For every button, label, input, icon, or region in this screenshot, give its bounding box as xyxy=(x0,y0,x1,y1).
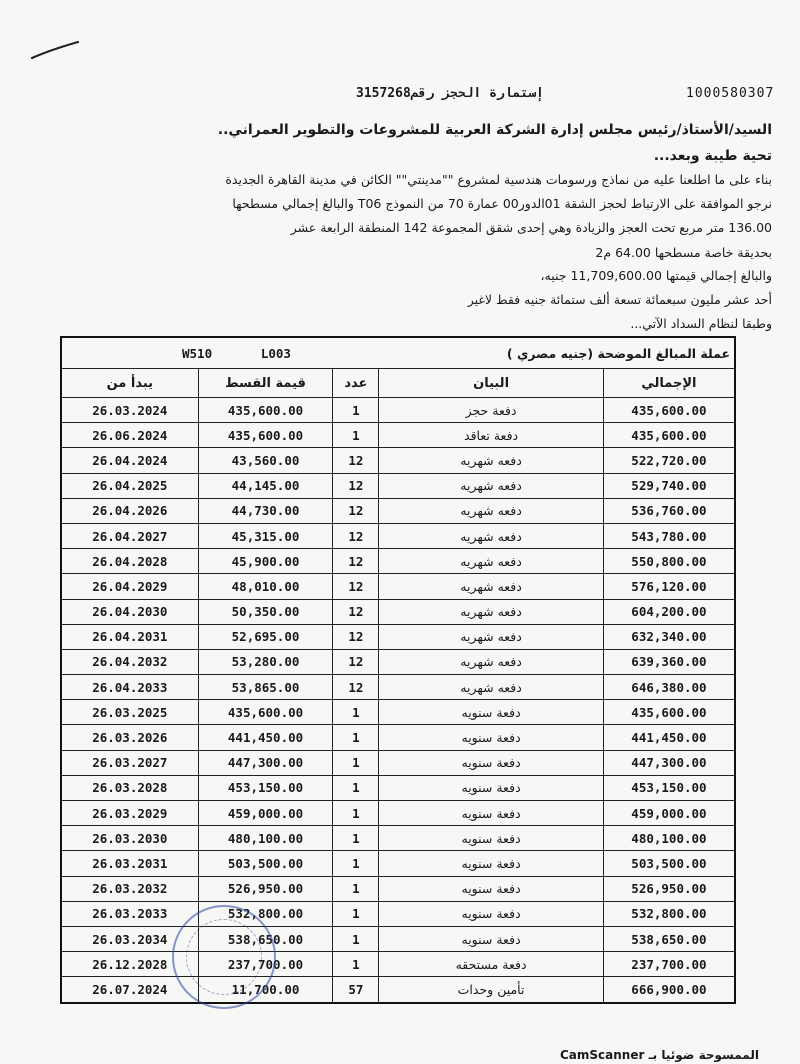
cell-installment: 453,150.00 xyxy=(198,775,333,800)
cell-count: 1 xyxy=(333,926,379,951)
cell-count: 1 xyxy=(333,775,379,800)
cell-statement: دفعة سنويه xyxy=(379,750,604,775)
cell-count: 12 xyxy=(333,649,379,674)
cell-installment: 48,010.00 xyxy=(198,574,333,599)
table-row xyxy=(61,498,735,523)
cell-total: 459,000.00 xyxy=(603,801,735,826)
cell-total: 503,500.00 xyxy=(603,851,735,876)
cell-total: 529,740.00 xyxy=(603,473,735,498)
cell-count: 1 xyxy=(333,398,379,423)
table-body xyxy=(61,398,735,1003)
cell-start: 26.03.2033 xyxy=(61,901,198,926)
cell-installment: 447,300.00 xyxy=(198,750,333,775)
table-row xyxy=(61,826,735,851)
table-row xyxy=(61,423,735,448)
cell-statement: دفعه شهريه xyxy=(379,448,604,473)
cell-count: 1 xyxy=(333,725,379,750)
header-total: الإجمالي xyxy=(603,369,735,398)
caption-code-1: W510 xyxy=(182,345,213,361)
table-row xyxy=(61,649,735,674)
cell-total: 646,380.00 xyxy=(603,675,735,700)
cell-installment: 237,700.00 xyxy=(198,952,333,977)
cell-start: 26.04.2029 xyxy=(61,574,198,599)
cell-installment: 45,315.00 xyxy=(198,523,333,548)
cell-count: 12 xyxy=(333,549,379,574)
cell-start: 26.04.2024 xyxy=(61,448,198,473)
cell-count: 57 xyxy=(333,977,379,1003)
header-start: يبدأ من xyxy=(61,369,198,398)
cell-count: 1 xyxy=(333,826,379,851)
cell-installment: 538,650.00 xyxy=(198,926,333,951)
table-row xyxy=(61,876,735,901)
header-count: عدد xyxy=(333,369,379,398)
cell-count: 1 xyxy=(333,750,379,775)
company-stamp xyxy=(172,905,276,1009)
cell-total: 543,780.00 xyxy=(603,523,735,548)
cell-total: 526,950.00 xyxy=(603,876,735,901)
cell-statement: دفعة سنويه xyxy=(379,775,604,800)
cell-start: 26.03.2024 xyxy=(61,398,198,423)
cell-installment: 435,600.00 xyxy=(198,423,333,448)
cell-statement: دفعه شهريه xyxy=(379,675,604,700)
cell-count: 1 xyxy=(333,423,379,448)
cell-total: 604,200.00 xyxy=(603,599,735,624)
reservation-form-title: إستمارة الحجز رقم3157268 xyxy=(356,86,544,101)
cell-total: 666,900.00 xyxy=(603,977,735,1003)
cell-installment: 435,600.00 xyxy=(198,700,333,725)
cell-start: 26.04.2030 xyxy=(61,599,198,624)
cell-statement: دفعة سنويه xyxy=(379,901,604,926)
greeting-line: تحية طيبة وبعد... xyxy=(653,148,772,164)
table-row xyxy=(61,398,735,423)
cell-installment: 435,600.00 xyxy=(198,398,333,423)
header-installment: قيمة القسط xyxy=(198,369,333,398)
cell-statement: دفعة سنويه xyxy=(379,801,604,826)
cell-total: 536,760.00 xyxy=(603,498,735,523)
cell-installment: 11,700.00 xyxy=(198,977,333,1003)
cell-start: 26.03.2031 xyxy=(61,851,198,876)
letter-line-7: وطبقا لنظام السداد الآتي... xyxy=(630,316,772,331)
cell-total: 447,300.00 xyxy=(603,750,735,775)
cell-count: 1 xyxy=(333,801,379,826)
cell-total: 441,450.00 xyxy=(603,725,735,750)
table-row xyxy=(61,952,735,977)
addressee-line: السيد/الأستاذ/رئيس مجلس إدارة الشركة العربية للمشروعات والتطوير العمراني.. xyxy=(217,122,772,138)
payment-schedule-table xyxy=(60,336,736,1004)
cell-count: 12 xyxy=(333,624,379,649)
cell-installment: 532,800.00 xyxy=(198,901,333,926)
table-row xyxy=(61,448,735,473)
cell-statement: دفعة سنويه xyxy=(379,851,604,876)
cell-count: 12 xyxy=(333,675,379,700)
cell-start: 26.03.2032 xyxy=(61,876,198,901)
cell-installment: 50,350.00 xyxy=(198,599,333,624)
cell-statement: دفعة سنويه xyxy=(379,826,604,851)
cell-statement: دفعه شهريه xyxy=(379,549,604,574)
cell-installment: 480,100.00 xyxy=(198,826,333,851)
cell-total: 435,600.00 xyxy=(603,398,735,423)
camscanner-footer: الممسوحة ضوئيا بـ CamScanner xyxy=(560,1048,759,1062)
cell-start: 26.04.2025 xyxy=(61,473,198,498)
cell-statement: دفعة تعاقد xyxy=(379,423,604,448)
cell-start: 26.06.2024 xyxy=(61,423,198,448)
cell-count: 1 xyxy=(333,952,379,977)
cell-count: 12 xyxy=(333,574,379,599)
cell-count: 1 xyxy=(333,876,379,901)
cell-start: 26.04.2032 xyxy=(61,649,198,674)
cell-start: 26.07.2024 xyxy=(61,977,198,1003)
cell-installment: 44,145.00 xyxy=(198,473,333,498)
cell-statement: دفعة سنويه xyxy=(379,725,604,750)
cell-installment: 53,280.00 xyxy=(198,649,333,674)
cell-installment: 45,900.00 xyxy=(198,549,333,574)
cell-start: 26.03.2030 xyxy=(61,826,198,851)
table-row xyxy=(61,901,735,926)
letter-line-2: نرجو الموافقة على الارتباط لحجز الشقة 01الدور00 عمارة 70 من النموذج T06 والبالغ إجمالي مسطحها xyxy=(232,196,772,211)
cell-count: 1 xyxy=(333,901,379,926)
cell-total: 550,800.00 xyxy=(603,549,735,574)
cell-start: 26.04.2027 xyxy=(61,523,198,548)
cell-statement: دفعه شهريه xyxy=(379,473,604,498)
cell-total: 237,700.00 xyxy=(603,952,735,977)
table-row xyxy=(61,750,735,775)
form-number: 1000580307 xyxy=(686,86,775,101)
cell-statement: دفعة مستحقه xyxy=(379,952,604,977)
table-row xyxy=(61,977,735,1003)
cell-start: 26.03.2028 xyxy=(61,775,198,800)
cell-installment: 53,865.00 xyxy=(198,675,333,700)
cell-total: 532,800.00 xyxy=(603,901,735,926)
cell-start: 26.04.2031 xyxy=(61,624,198,649)
table-row xyxy=(61,624,735,649)
cell-installment: 441,450.00 xyxy=(198,725,333,750)
cell-total: 639,360.00 xyxy=(603,649,735,674)
table-row xyxy=(61,549,735,574)
table-row xyxy=(61,574,735,599)
letter-line-5: والبالغ إجمالي قيمتها 11,709,600.00 جنيه، xyxy=(540,268,772,283)
cell-statement: دفعه شهريه xyxy=(379,523,604,548)
cell-count: 12 xyxy=(333,448,379,473)
cell-count: 1 xyxy=(333,700,379,725)
table-caption-row xyxy=(61,337,735,369)
cell-installment: 526,950.00 xyxy=(198,876,333,901)
cell-statement: دفعة حجز xyxy=(379,398,604,423)
cell-statement: دفعه شهريه xyxy=(379,498,604,523)
cell-start: 26.03.2034 xyxy=(61,926,198,951)
cell-statement: تأمين وحدات xyxy=(379,977,604,1003)
cell-start: 26.04.2026 xyxy=(61,498,198,523)
cell-installment: 503,500.00 xyxy=(198,851,333,876)
cell-total: 453,150.00 xyxy=(603,775,735,800)
cell-total: 522,720.00 xyxy=(603,448,735,473)
caption-currency: عملة المبالغ الموضحة (جنيه مصري ) xyxy=(506,345,730,361)
cell-statement: دفعه شهريه xyxy=(379,574,604,599)
cell-total: 480,100.00 xyxy=(603,826,735,851)
pen-stroke-mark xyxy=(30,38,80,60)
header-statement: البيان xyxy=(379,369,604,398)
cell-start: 26.03.2027 xyxy=(61,750,198,775)
cell-start: 26.12.2028 xyxy=(61,952,198,977)
cell-total: 576,120.00 xyxy=(603,574,735,599)
cell-statement: دفعة سنويه xyxy=(379,926,604,951)
table-header-row xyxy=(61,369,735,398)
table-row xyxy=(61,675,735,700)
cell-start: 26.04.2028 xyxy=(61,549,198,574)
cell-start: 26.03.2029 xyxy=(61,801,198,826)
cell-total: 435,600.00 xyxy=(603,423,735,448)
cell-start: 26.03.2025 xyxy=(61,700,198,725)
cell-installment: 44,730.00 xyxy=(198,498,333,523)
cell-count: 12 xyxy=(333,599,379,624)
table-row xyxy=(61,473,735,498)
table-row xyxy=(61,523,735,548)
cell-start: 26.03.2026 xyxy=(61,725,198,750)
letter-line-4: بحديقة خاصة مسطحها 64.00 م2 xyxy=(595,245,772,260)
cell-statement: دفعة سنويه xyxy=(379,876,604,901)
cell-start: 26.04.2033 xyxy=(61,675,198,700)
table-row xyxy=(61,700,735,725)
cell-statement: دفعه شهريه xyxy=(379,649,604,674)
cell-installment: 43,560.00 xyxy=(198,448,333,473)
table-row xyxy=(61,725,735,750)
cell-statement: دفعه شهريه xyxy=(379,624,604,649)
letter-line-1: بناء على ما اطلعنا عليه من نماذج ورسومات هندسية لمشروع ""مدينتي"" الكائن في مدينة القاهرة الجديدة xyxy=(225,172,772,187)
table-row xyxy=(61,775,735,800)
cell-statement: دفعة سنويه xyxy=(379,700,604,725)
letter-line-6: أحد عشر مليون سبعمائة تسعة ألف ستمائة جنيه فقط لاغير xyxy=(467,292,772,307)
cell-statement: دفعه شهريه xyxy=(379,599,604,624)
table-row xyxy=(61,599,735,624)
cell-total: 632,340.00 xyxy=(603,624,735,649)
table-row xyxy=(61,851,735,876)
table-row xyxy=(61,926,735,951)
cell-total: 435,600.00 xyxy=(603,700,735,725)
table-row xyxy=(61,801,735,826)
cell-installment: 459,000.00 xyxy=(198,801,333,826)
cell-count: 1 xyxy=(333,851,379,876)
cell-installment: 52,695.00 xyxy=(198,624,333,649)
cell-count: 12 xyxy=(333,523,379,548)
letter-line-3: 136.00 متر مربع تحت العجز والزيادة وهي إحدى شقق المجموعة 142 المنطقة الرابعة عشر xyxy=(290,220,772,235)
cell-total: 538,650.00 xyxy=(603,926,735,951)
cell-count: 12 xyxy=(333,473,379,498)
caption-code-2: L003 xyxy=(260,345,291,361)
cell-count: 12 xyxy=(333,498,379,523)
